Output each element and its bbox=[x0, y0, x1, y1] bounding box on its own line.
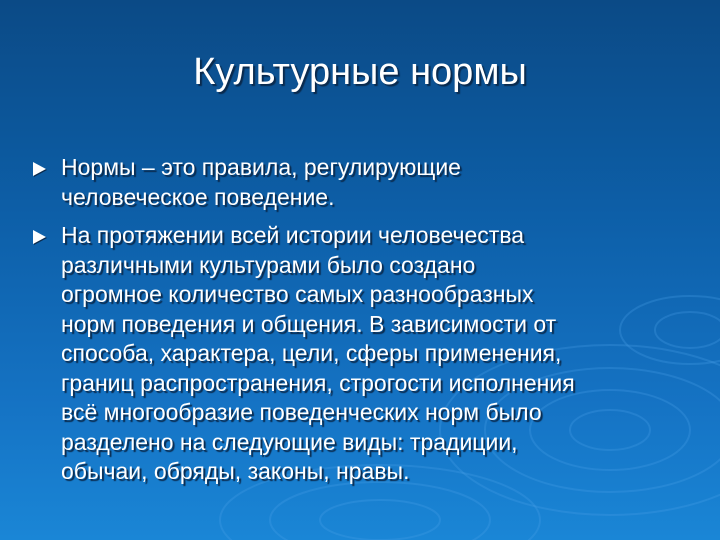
bullet-line: человеческое поведение. bbox=[61, 183, 335, 210]
bullet-line: всё многообразие поведенческих норм было bbox=[61, 399, 542, 425]
slide-title: Культурные нормы bbox=[193, 51, 527, 93]
bullet-line: границ распространения, строгости исполнения bbox=[61, 369, 575, 396]
bullet-list bbox=[0, 153, 720, 496]
bullet-item-definition bbox=[0, 153, 720, 212]
bullet-line: различными культурами было создано bbox=[61, 251, 476, 278]
arrow-right-icon bbox=[33, 230, 46, 244]
bullet-line: обычаи, обряды, законы, нравы. bbox=[61, 458, 410, 484]
bullet-line: разделено на следующие виды: традиции, bbox=[61, 428, 518, 455]
bullet-line: способа, характера, цели, сферы применения, bbox=[61, 340, 562, 366]
bullet-line: На протяжении всей истории человечества bbox=[61, 222, 525, 248]
bullet-line: норм поведения и общения. В зависимости от bbox=[61, 310, 557, 337]
arrow-right-icon bbox=[33, 162, 46, 176]
bullet-line: огромное количество самых разнообразных bbox=[61, 281, 534, 307]
bullet-item-history bbox=[0, 221, 720, 487]
bullet-line: Нормы – это правила, регулирующие bbox=[61, 154, 461, 180]
